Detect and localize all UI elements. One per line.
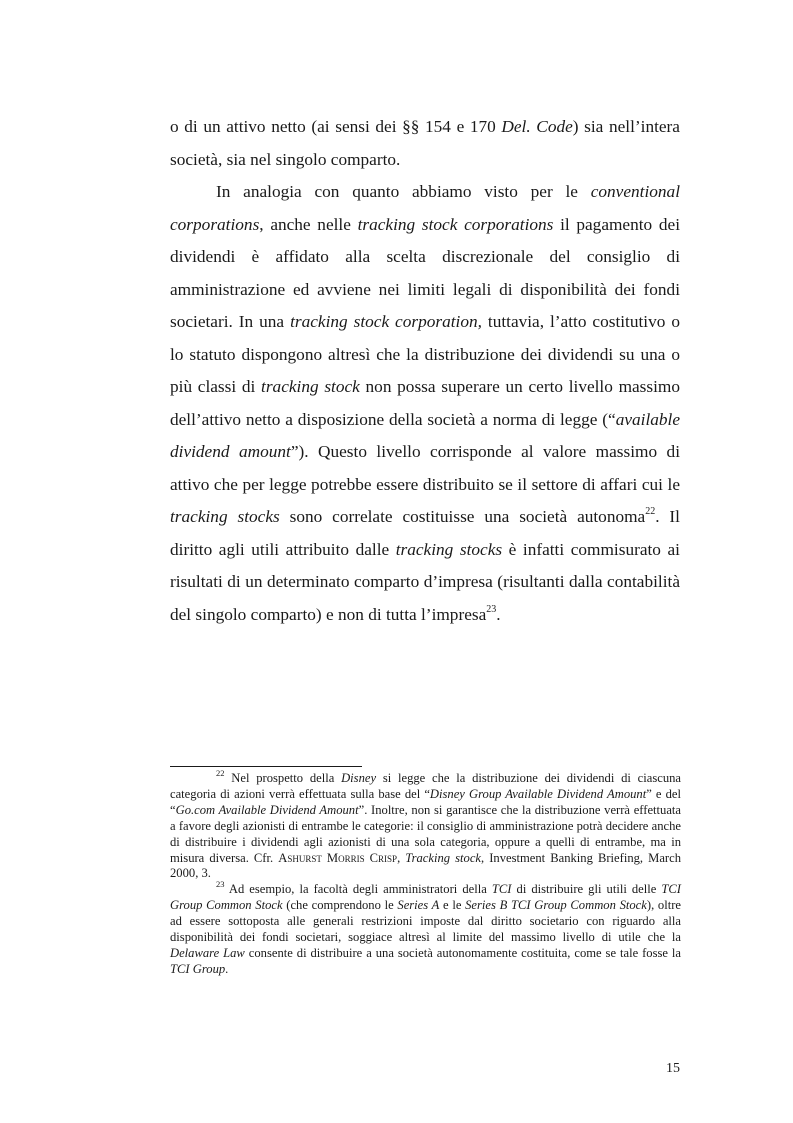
italic-run: available dividend amount xyxy=(170,409,680,461)
author-name: Ashurst Morris Crisp xyxy=(278,850,398,865)
italic-run: Del. Code xyxy=(501,117,573,136)
body-text xyxy=(170,111,680,631)
page-number: 15 xyxy=(666,1061,680,1076)
text-run: . xyxy=(225,961,229,976)
italic-run: Delaware Law xyxy=(170,945,245,960)
text-run: consente di distribuire a una società autonomamente costituita, come se tale fosse la xyxy=(244,945,681,960)
footnote-ref-23[interactable]: 23 xyxy=(486,603,497,615)
text-run: e le xyxy=(439,898,466,913)
italic-run: TCI Group xyxy=(170,961,226,976)
italic-run: tracking stock xyxy=(261,377,360,396)
text-run: ”. Inoltre, non si garantisce che la distribuzione verrà effettuata a favore degli azionisti di entrambe le categorie: il consiglio di amministrazione potrà decidere anche di distribuire i dividendi agli azionisti di una sola categoria, oppure a quelli di entrambe, ma in misura diversa. Cfr. xyxy=(170,802,682,865)
text-run: o di un attivo netto (ai sensi dei §§ 154 e 170 xyxy=(170,117,502,136)
text-run: si legge che la distribuzione dei dividendi di ciascuna categoria di azioni verrà effettuata sulla base del “ xyxy=(170,771,682,801)
footnote-ref-22[interactable]: 22 xyxy=(645,506,656,517)
italic-run: Series A xyxy=(397,898,440,913)
text-run: (che comprendono le xyxy=(282,898,398,913)
text-run: tuttavia, l’atto costitutivo o lo statuto dispongono altresì che la distribuzione dei dividendi su una o più classi di xyxy=(170,312,680,396)
italic-run: TCI Group Common Stock xyxy=(170,882,681,913)
text-run: . xyxy=(496,604,501,624)
italic-run: TCI xyxy=(491,882,512,897)
italic-run: Tracking stock xyxy=(405,850,481,865)
text-run: di distribuire gli utili delle xyxy=(511,882,662,897)
paragraph-2 xyxy=(170,176,680,631)
text-run: . Il diritto agli utili attribuito dalle xyxy=(170,507,680,559)
text-run: è infatti commisurato ai risultati di un determinato comparto d’impresa (risultanti dalla contabilità del singolo comparto) e non di tutta l’impresa xyxy=(170,539,680,624)
italic-run: Disney xyxy=(341,771,377,785)
text-run: ) sia nell’intera società, sia nel singolo comparto. xyxy=(170,117,680,169)
text-run: ), oltre ad essere sottoposta alle generali restrizioni imposte dal diritto societario con riguardo alla disponibilità dei fondi societari, soggiace altresì al limite del massimo livello di utile che la xyxy=(170,898,681,945)
text-run: non possa superare un certo livello massimo dell’attivo netto a disposizione della società a norma di legge (“ xyxy=(170,377,681,429)
footnotes xyxy=(170,768,682,978)
italic-run: tracking stock corporation, xyxy=(290,312,482,331)
text-run: Ad esempio, la facoltà degli amministratori della xyxy=(224,882,492,897)
paragraph-1 xyxy=(170,111,680,176)
text-run: , xyxy=(397,850,406,865)
text-run: il pagamento dei dividendi è affidato alla scelta discrezionale del consiglio di amministrazione ed avviene nei limiti legali di disponibilità dei fondi societari. In una xyxy=(170,214,680,331)
text-run: , anche nelle xyxy=(259,214,358,234)
footnote-separator xyxy=(170,766,362,767)
footnote-22 xyxy=(170,768,682,882)
text-run: ”). Questo livello corrisponde al valore massimo di attivo che per legge potrebbe essere distribuito se il settore di affari cui le xyxy=(170,442,680,494)
footnote-23 xyxy=(170,879,681,977)
text-run: Nel prospetto della xyxy=(224,771,342,785)
text-run: sono correlate costituisse una società autonoma xyxy=(279,507,646,526)
text-run: , Investment Banking Briefing, March 2000, 3. xyxy=(170,850,681,881)
text-run: In analogia con quanto abbiamo visto per le xyxy=(216,182,591,201)
italic-run: tracking stocks xyxy=(395,539,503,559)
footnote-number: 23 xyxy=(216,879,225,890)
italic-run: tracking stock corporations xyxy=(357,214,554,234)
footnote-number: 22 xyxy=(216,768,225,778)
italic-run: Go.com Available Dividend Amount xyxy=(175,802,359,817)
italic-run: tracking stocks xyxy=(170,507,280,526)
italic-run: Series B TCI Group Common Stock xyxy=(465,898,647,913)
italic-run: conventional corporations xyxy=(170,182,680,234)
italic-run: Disney Group Available Dividend Amount xyxy=(429,786,647,801)
text-run: ” e del “ xyxy=(170,786,681,817)
